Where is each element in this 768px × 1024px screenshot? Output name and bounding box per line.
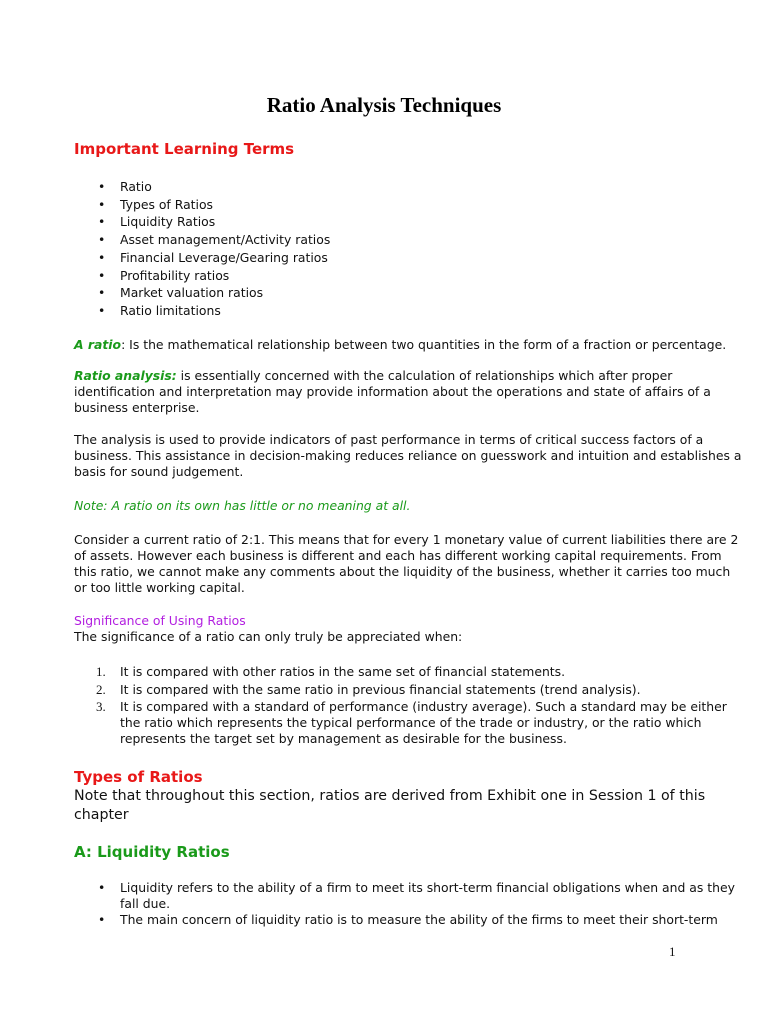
list-item: • Liquidity Ratios: [74, 213, 330, 231]
current-ratio-paragraph: Consider a current ratio of 2:1. This means that for every 1 monetary value of current liabilities there are 2 of assets. However each business is different and each has different working capital requirements. From this ratio, we cannot make any comments about the liquidity of the business, whether it carries too much or too little working capital.: [74, 532, 739, 595]
ratio-definition: [74, 337, 764, 353]
list-item: • Asset management/Activity ratios: [74, 231, 330, 249]
note-text: Note: A ratio on its own has little or no meaning at all.: [74, 498, 411, 513]
list-item: • Financial Leverage/Gearing ratios: [74, 249, 330, 267]
types-of-ratios-text: Note that throughout this section, ratios are derived from Exhibit one in Session 1 of this chapter: [74, 788, 706, 823]
ratio-analysis-term: Ratio analysis:: [74, 368, 177, 383]
list-item: • Types of Ratios: [74, 196, 330, 214]
list-item: • Liquidity refers to the ability of a firm to meet its short-term financial obligations when and as they fall due.: [74, 880, 744, 912]
liquidity-ratios-heading: A: Liquidity Ratios: [74, 843, 230, 861]
list-item-text: It is compared with the same ratio in previous financial statements (trend analysis).: [120, 681, 641, 697]
list-item: • The main concern of liquidity ratio is to measure the ability of the firms to meet their short-term: [74, 912, 744, 928]
types-of-ratios-heading: Types of Ratios: [74, 768, 203, 786]
list-item: [74, 699, 744, 747]
ratio-analysis-text: is essentially concerned with the calculation of relationships which after proper identification and interpretation may provide information about the operations and state of affairs of a business enterprise.: [74, 368, 711, 415]
list-item: • Ratio limitations: [74, 302, 330, 320]
significance-list: [74, 664, 744, 749]
significance-intro: The significance of a ratio can only truly be appreciated when:: [74, 629, 463, 644]
page-number: 1: [669, 944, 676, 959]
list-number: 3.: [96, 699, 106, 714]
list-item: [74, 682, 744, 698]
list-item: [74, 664, 744, 680]
list-number: 1.: [96, 664, 106, 679]
ratio-term: A ratio: [74, 337, 122, 352]
list-item-text: It is compared with a standard of performance (industry average). Such a standard may be either the ratio which represents the typical performance of the trade or industry, or the ratio which represents the target set by management as desirable for the business.: [120, 699, 727, 746]
significance-heading: Significance of Using Ratios: [74, 613, 246, 628]
liquidity-list: [74, 880, 744, 928]
learning-terms-heading: Important Learning Terms: [74, 140, 295, 158]
analysis-paragraph: The analysis is used to provide indicators of past performance in terms of critical success factors of a business. This assistance in decision-making reduces reliance on guesswork and intuition and establishes a basis for sound judgement.: [74, 432, 742, 479]
learning-terms-list: [74, 178, 330, 320]
list-item: • Profitability ratios: [74, 267, 330, 285]
page-title: Ratio Analysis Techniques: [266, 93, 502, 117]
ratio-analysis-definition: [74, 368, 744, 416]
list-number: 2.: [96, 681, 106, 697]
list-item-text: It is compared with other ratios in the same set of financial statements.: [120, 664, 566, 679]
list-item: • Ratio: [74, 178, 330, 196]
ratio-definition-text: : Is the mathematical relationship between two quantities in the form of a fraction or percentage.: [121, 337, 727, 352]
list-item: • Market valuation ratios: [74, 284, 330, 302]
